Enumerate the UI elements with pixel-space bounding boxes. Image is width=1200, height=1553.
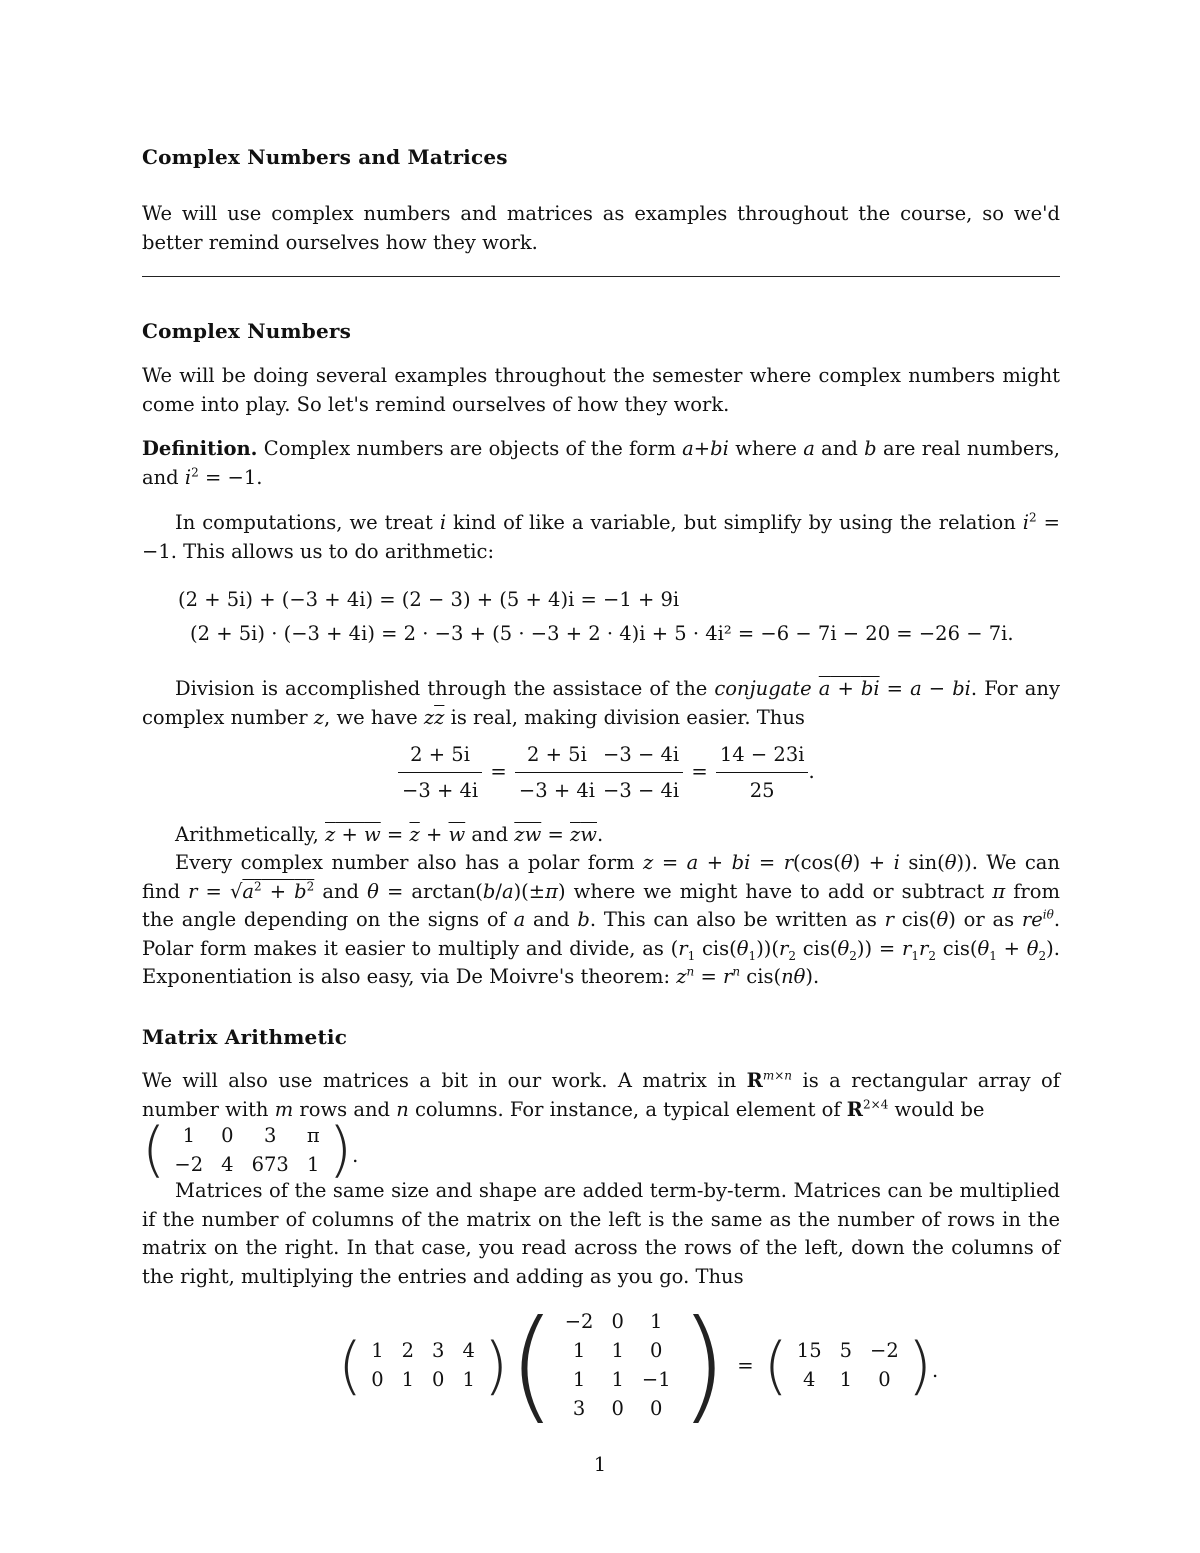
example-matrix-cell: 4 — [221, 1153, 234, 1176]
matrix-b-cell: 1 — [572, 1339, 586, 1362]
matrix-b-cell: −2 — [564, 1310, 594, 1333]
example-matrix: ( 1 0 3 π −2 4 673 1 ) . — [142, 1115, 359, 1185]
fraction-2: $\frac{2 + 5i}{-3 + 4i}$ — [515, 743, 599, 802]
matrix-b-cell: 1 — [650, 1310, 663, 1333]
example-matrix-cell: −2 — [174, 1153, 204, 1176]
fraction-1: $\frac{2 + 5i}{-3 + 4i}$ — [398, 743, 482, 802]
matrix-product-equation: ( 1 2 3 4 0 1 0 1 ) ( −2 0 1 1 1 0 1 1 −1 3 0 0 ) = ( 15 5 −2 4 1 0 ) . — [338, 1294, 939, 1436]
equation-sum: (2 + 5i) + (−3 + 4i) = (2 − 3) + (5 + 4)i = −1 + 9i — [178, 588, 680, 611]
matrix-a-cell: 3 — [432, 1339, 445, 1362]
matrix-a-cell: 1 — [462, 1368, 475, 1391]
matrix-a-cell: 1 — [401, 1368, 415, 1391]
matrix-c-cell: 5 — [839, 1339, 853, 1362]
matrix-b-cell: −1 — [641, 1368, 671, 1391]
example-matrix-cell: 1 — [307, 1153, 320, 1176]
matrix-a-cell: 4 — [462, 1339, 475, 1362]
section-heading-complex: Complex Numbers — [142, 319, 352, 343]
page-title: Complex Numbers and Matrices — [142, 145, 508, 169]
fraction-3: $\frac{-3 - 4i}{-3 - 4i}$ — [599, 743, 683, 802]
arithmetic-conjugate-line: Arithmetically, $z + w = \overline{z} + \overline{w}$ and $\overline{zw} = \overline{z}\overline{w}$. — [175, 823, 604, 846]
equation-product: (2 + 5i) · (−3 + 4i) = 2 · −3 + (5 · −3 + 2 · 4)i + 5 · 4i² = −6 − 7i − 20 = −26 − 7i. — [190, 622, 1014, 645]
matrix-b-cell: 0 — [611, 1310, 624, 1333]
matrix-b-cell: 1 — [611, 1339, 624, 1362]
complex-intro-paragraph: We will be doing several examples throughout the semester where complex numbers might come into play. So let's remind ourselves of how they work. — [142, 364, 1060, 416]
matrix-c-cell: 4 — [802, 1368, 816, 1391]
matrix-c — [788, 1336, 908, 1394]
intro-paragraph: We will use complex numbers and matrices as examples throughout the course, so we'd better remind ourselves how they work. — [142, 202, 1060, 254]
section-heading-matrix: Matrix Arithmetic — [142, 1025, 348, 1049]
matrix-intro-paragraph: We will also use matrices a bit in our work. A matrix in $R^{m\times n}$ is a rectangular array of number with m rows and n columns. For instance, a typical element of $R^{2\times 4}$ would be — [142, 1068, 1061, 1121]
division-equation: $\frac{2 + 5i}{-3 + 4i}$ = $\frac{2 + 5i}{-3 + 4i}$ $\frac{-3 - 4i}{-3 - 4i}$ = $\frac{14 - 23i}{25}$ . — [398, 743, 815, 802]
matrix-a-cell: 0 — [371, 1368, 384, 1391]
matrix-c-cell: −2 — [870, 1339, 899, 1362]
example-matrix-cell: 3 — [264, 1124, 277, 1147]
matrix-multiplication-paragraph: Matrices of the same size and shape are added term-by-term. Matrices can be multiplied if the number of columns of the matrix on the left is the same as the number of rows in the matrix on the right. In that case, you read across the rows of the left, down the columns of the right, multiplying the entries and adding as you go. Thus — [142, 1179, 1060, 1288]
matrix-b-cell: 0 — [611, 1397, 624, 1420]
example-matrix-cell: 1 — [182, 1124, 195, 1147]
page-number: 1 — [593, 1453, 607, 1476]
matrix-c-cell: 1 — [839, 1368, 853, 1391]
example-matrix-table — [165, 1121, 328, 1179]
matrix-a-cell: 0 — [432, 1368, 445, 1391]
matrix-b-cell: 0 — [650, 1397, 663, 1420]
horizontal-rule — [142, 276, 1060, 277]
example-matrix-cell: π — [306, 1124, 320, 1147]
example-matrix-cell: 673 — [251, 1153, 289, 1176]
matrix-b-cell: 3 — [572, 1397, 586, 1420]
definition-paragraph: Definition. Complex numbers are objects of the form a+bi where a and b are real numbers, and $i^2 = -1$. — [142, 437, 1060, 489]
fraction-4: $\frac{14 - 23i}{25}$ — [716, 743, 809, 802]
definition-label: Definition. — [142, 437, 258, 460]
matrix-a-cell: 2 — [401, 1339, 415, 1362]
matrix-b-cell: 1 — [572, 1368, 586, 1391]
matrix-c-cell: 15 — [796, 1339, 822, 1362]
matrix-b-cell: 0 — [650, 1339, 663, 1362]
matrix-b — [556, 1307, 680, 1423]
matrix-a — [362, 1336, 484, 1394]
computation-paragraph: In computations, we treat i kind of like a variable, but simplify by using the relation $i^2 = -1$. This allows us to do arithmetic: — [142, 510, 1061, 563]
matrix-a-cell: 1 — [371, 1339, 384, 1362]
division-paragraph: Division is accomplished through the assistace of the conjugate a + bi = a − bi. For any complex number z, we have $z\overline{z}$ is real, making division easier. Thus — [142, 677, 1060, 729]
matrix-c-cell: 0 — [878, 1368, 891, 1391]
polar-paragraph: Every complex number also has a polar form z = a + bi = r(cos(θ) + i sin(θ)). We can find $r = √a^2 + b^2$ and θ = arctan(b/a)(±π) where we might have to add or subtract π from the angle depending on the signs of a and b. This can also be written as r cis(θ) or as $re^{i\theta}$. Polar form makes it easier to multiply and divide, as ($r_1$ $cis(\theta_1))(r_2$ $cis(\theta_2)) = r_1r_2$ $cis(\theta_1 + \theta_2)$. Exponentiation is also easy, via De Moivre's theorem: $z^n = r^n$ cis(nθ). — [142, 851, 1061, 988]
matrix-b-cell: 1 — [611, 1368, 624, 1391]
example-matrix-cell: 0 — [221, 1124, 234, 1147]
